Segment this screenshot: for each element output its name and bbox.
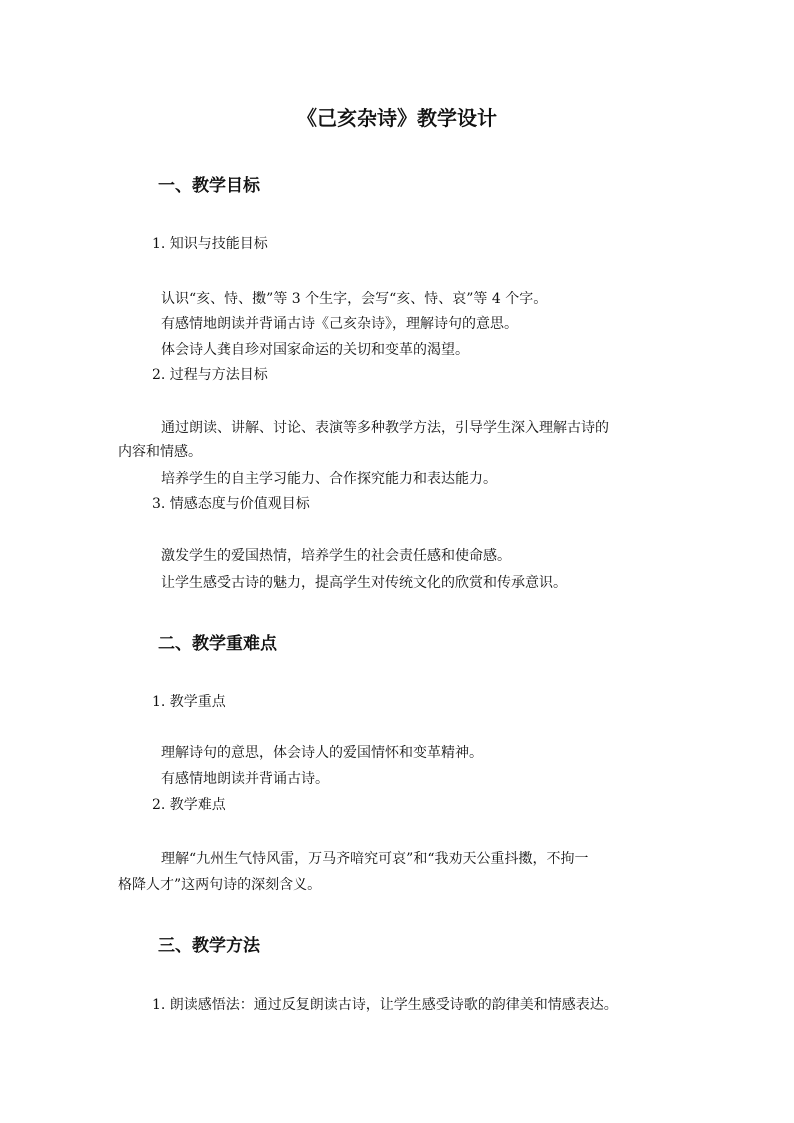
paragraph-continuation: 格降人才”这两句诗的深刻含义。 [118, 877, 322, 893]
paragraph: 激发学生的爱国热情，培养学生的社会责任感和使命感。 [161, 548, 511, 564]
paragraph: 让学生感受古诗的魅力，提高学生对传统文化的欣赏和传承意识。 [161, 575, 567, 591]
subsection-heading-emotion: 3. 情感态度与价值观目标 [152, 496, 310, 512]
paragraph: 认识“亥、恃、擞”等 3 个生字，会写“亥、恃、哀”等 4 个字。 [161, 291, 548, 307]
paragraph: 有感情地朗读并背诵古诗。 [161, 771, 329, 787]
subsection-heading-difficulty: 2. 教学难点 [152, 797, 226, 813]
section-heading-objectives: 一、教学目标 [158, 176, 260, 196]
section-heading-methods: 三、教学方法 [158, 936, 260, 956]
subsection-heading-reading-method: 1. 朗读感悟法：通过反复朗读古诗，让学生感受诗歌的韵律美和情感表达。 [152, 997, 618, 1013]
paragraph: 有感情地朗读并背诵古诗《己亥杂诗》，理解诗句的意思。 [161, 316, 518, 332]
paragraph-continuation: 内容和情感。 [118, 444, 202, 460]
paragraph: 理解“九州生气恃风雷，万马齐喑究可哀”和“我劝天公重抖擞，不拘一 [161, 851, 589, 867]
paragraph: 体会诗人龚自珍对国家命运的关切和变革的渴望。 [161, 342, 469, 358]
subsection-heading-knowledge: 1. 知识与技能目标 [152, 236, 268, 252]
paragraph: 通过朗读、讲解、讨论、表演等多种教学方法，引导学生深入理解古诗的 [161, 420, 609, 436]
subsection-heading-focus: 1. 教学重点 [152, 694, 226, 710]
document-title: 《己亥杂诗》教学设计 [297, 106, 497, 130]
subsection-heading-process: 2. 过程与方法目标 [152, 367, 268, 383]
section-heading-key-points: 二、教学重难点 [158, 634, 277, 654]
paragraph: 理解诗句的意思，体会诗人的爱国情怀和变革精神。 [161, 745, 483, 761]
paragraph: 培养学生的自主学习能力、合作探究能力和表达能力。 [161, 471, 497, 487]
